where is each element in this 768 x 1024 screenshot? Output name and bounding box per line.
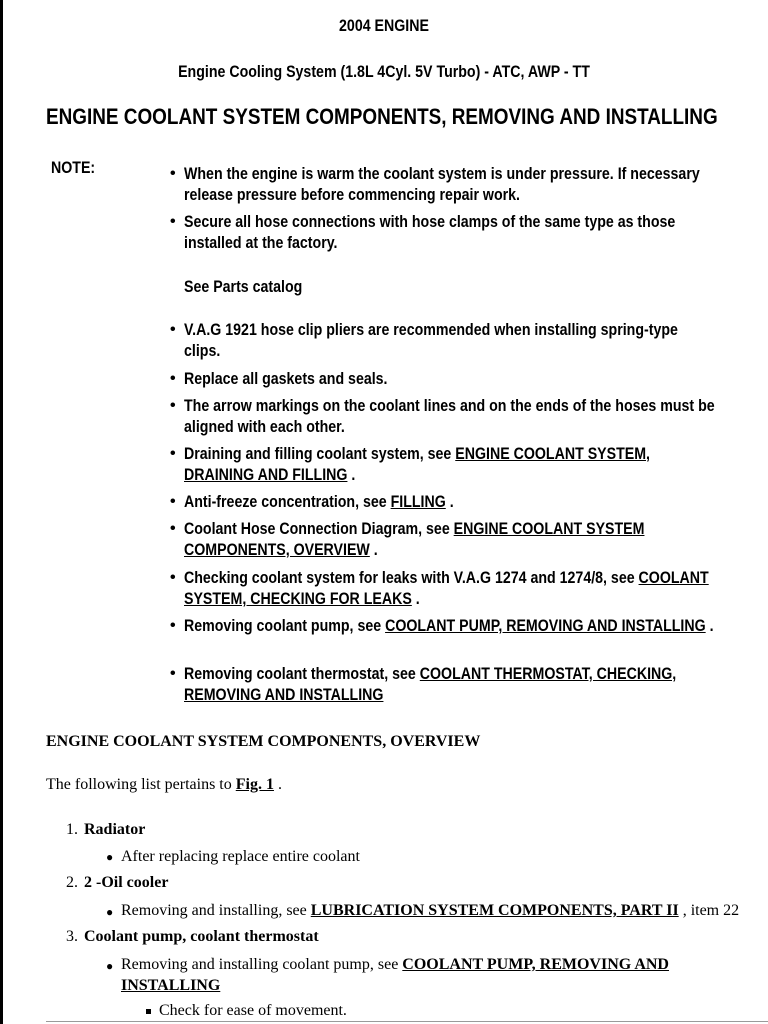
note-item-text: Replace all gaskets and seals. [184, 370, 388, 388]
list-item-detail [121, 900, 739, 921]
note-item-suffix: . [705, 617, 714, 635]
document-year-header: 2004 ENGINE [339, 17, 429, 35]
note-item-prefix: Removing coolant pump, see [184, 617, 386, 635]
bullet-icon: ● [106, 905, 114, 919]
overview-intro-prefix: The following list pertains to [46, 776, 236, 793]
note-item-text: Secure all hose connections with hose clamps of the same type as those installed at the factory. [184, 213, 676, 252]
section-heading-overview: ENGINE COOLANT SYSTEM COMPONENTS, OVERVIEW [46, 733, 481, 750]
note-item-prefix: Removing coolant thermostat, see [184, 665, 420, 683]
note-item-prefix: Checking coolant system for leaks with V.A.G 1274 and 1274/8, see [184, 569, 639, 587]
bullet-icon: • [170, 617, 176, 634]
bullet-icon: • [170, 397, 176, 414]
link-filling[interactable]: FILLING [390, 493, 446, 511]
detail-prefix: Removing and installing coolant pump, see [121, 956, 403, 973]
link-checking-for-leaks[interactable]: COOLANT SYSTEM, CHECKING FOR LEAKS [184, 569, 709, 608]
page-left-border [0, 0, 3, 1024]
bullet-icon: • [170, 493, 176, 510]
detail-suffix: , item 22 [678, 902, 740, 919]
square-bullet-icon [146, 1009, 151, 1014]
note-item [184, 212, 717, 254]
bullet-icon: • [170, 213, 176, 230]
note-item [184, 519, 717, 561]
link-coolant-pump-removing-2[interactable]: COOLANT PUMP, REMOVING AND [402, 956, 669, 973]
note-item [184, 320, 717, 362]
list-item-subdetail: Check for ease of movement. [159, 1002, 347, 1019]
link-coolant-system-overview[interactable]: ENGINE COOLANT SYSTEM COMPONENTS, OVERVIEW [184, 520, 645, 559]
list-item-title: Coolant pump, coolant thermostat [84, 928, 319, 945]
bullet-icon: • [170, 321, 176, 338]
note-item-text: When the engine is warm the coolant system is under pressure. If necessary release pressure before commencing repair work. [184, 165, 700, 204]
note-item-suffix: . [369, 541, 378, 559]
link-coolant-thermostat[interactable]: COOLANT THERMOSTAT, CHECKING, REMOVING AND INSTALLING [184, 665, 677, 704]
note-item-suffix: . [411, 590, 420, 608]
list-item-title: Radiator [84, 821, 146, 838]
note-item-suffix: . [347, 466, 356, 484]
page-divider [46, 1021, 768, 1022]
bullet-icon: ● [106, 959, 114, 973]
note-item-prefix: Anti-freeze concentration, see [184, 493, 391, 511]
link-coolant-pump-removing-2-cont[interactable]: INSTALLING [121, 977, 221, 994]
note-item-prefix: Coolant Hose Connection Diagram, see [184, 520, 454, 538]
list-item-detail: After replacing replace entire coolant [121, 848, 360, 865]
page-title: ENGINE COOLANT SYSTEM COMPONENTS, REMOVING AND INSTALLING [46, 104, 718, 129]
bullet-icon: ● [106, 850, 114, 864]
bullet-icon: • [170, 569, 176, 586]
note-item [184, 369, 717, 390]
note-item [184, 396, 717, 438]
list-item-title: 2 -Oil cooler [84, 874, 169, 891]
note-parts-catalog [184, 277, 717, 298]
list-item-number: 1. [66, 821, 78, 838]
list-item-detail [121, 954, 669, 996]
note-item [184, 664, 717, 706]
overview-intro [46, 776, 282, 794]
note-item-text: The arrow markings on the coolant lines and on the ends of the hoses must be aligned with each other. [184, 397, 715, 436]
note-item [184, 444, 717, 486]
bullet-icon: • [170, 370, 176, 387]
note-item-prefix: Draining and filling coolant system, see [184, 445, 456, 463]
link-fig-1[interactable]: Fig. 1 [235, 776, 274, 793]
note-item [184, 164, 717, 206]
link-coolant-pump-removing[interactable]: COOLANT PUMP, REMOVING AND INSTALLING [385, 617, 706, 635]
bullet-icon: • [170, 520, 176, 537]
note-item [184, 616, 717, 637]
note-item-text: V.A.G 1921 hose clip pliers are recommended when installing spring-type clips. [184, 321, 678, 360]
bullet-icon: • [170, 165, 176, 182]
overview-intro-suffix: . [273, 776, 282, 793]
note-item-suffix: . [445, 493, 454, 511]
bullet-icon: • [170, 665, 176, 682]
link-lubrication-system[interactable]: LUBRICATION SYSTEM COMPONENTS, PART II [310, 902, 679, 919]
note-item [184, 568, 717, 610]
detail-prefix: Removing and installing, see [121, 902, 311, 919]
list-item-number: 3. [66, 928, 78, 945]
note-item [184, 492, 717, 513]
bullet-icon: • [170, 445, 176, 462]
document-subtitle: Engine Cooling System (1.8L 4Cyl. 5V Turbo) - ATC, AWP - TT [178, 63, 590, 81]
note-label: NOTE: [51, 159, 96, 177]
note-item-text: See Parts catalog [184, 278, 303, 296]
link-engine-coolant-draining-filling[interactable]: ENGINE COOLANT SYSTEM, DRAINING AND FILLING [184, 445, 650, 484]
list-item-number: 2. [66, 874, 78, 891]
